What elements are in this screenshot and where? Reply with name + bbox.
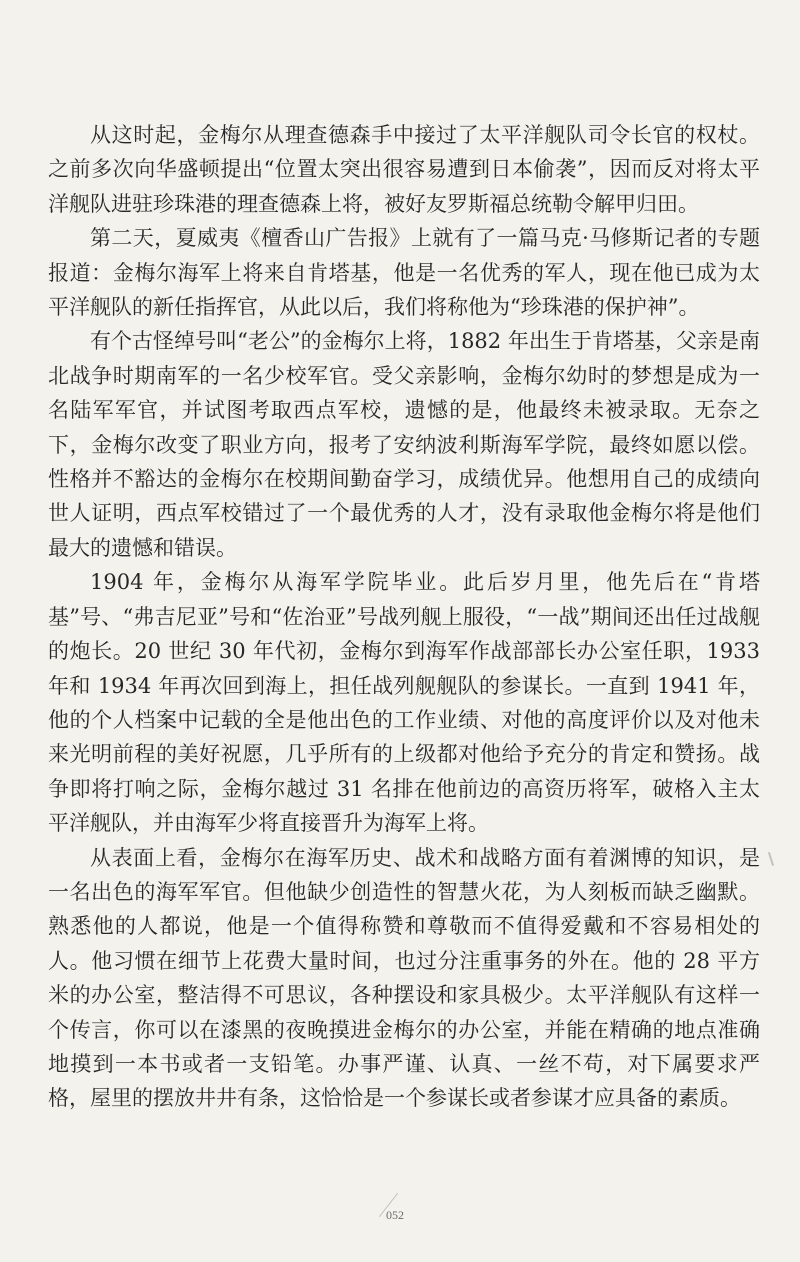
body-text: [48, 118, 760, 1116]
paragraph-1: 从这时起，金梅尔从理查德森手中接过了太平洋舰队司令长官的权杖。之前多次向华盛顿提出“位置太突出很容易遭到日本偷袭”，因而反对将太平洋舰队进驻珍珠港的理查德森上将，被好友罗斯福总统勒令解甲归田。: [48, 123, 760, 216]
paragraph-3: 有个古怪绰号叫“老公”的金梅尔上将，1882 年出生于肯塔基，父亲是南北战争时期南军的一名少校军官。受父亲影响，金梅尔幼时的梦想是成为一名陆军军官，并试图考取西点军校，遗憾的是，他最终未被录取。无奈之下，金梅尔改变了职业方向，报考了安纳波利斯海军学院，最终如愿以偿。性格并不豁达的金梅尔在校期间勤奋学习，成绩优异。他想用自己的成绩向世人证明，西点军校错过了一个最优秀的人才，没有录取他金梅尔将是他们最大的遗憾和错误。: [48, 329, 760, 560]
scan-mark-tick: [768, 852, 774, 866]
paragraph-5: 从表面上看，金梅尔在海军历史、战术和战略方面有着渊博的知识，是一名出色的海军军官。但他缺少创造性的智慧火花，为人刻板而缺乏幽默。熟悉他的人都说，他是一个值得称赞和尊敬而不值得爱戴和不容易相处的人。他习惯在细节上花费大量时间，也过分注重事务的外在。他的 28 平方米的办公室，整洁得不可思议，各种摆设和家具极少。太平洋舰队有这样一个传言，你可以在漆黑的夜晚摸进金梅尔的办公室，并能在精确的地点准确地摸到一本书或者一支铅笔。办事严谨、认真、一丝不苟，对下属要求严格，屋里的摆放井井有条，这恰恰是一个参谋长或者参谋才应具备的素质。: [48, 845, 760, 1111]
paragraph-4: 1904 年，金梅尔从海军学院毕业。此后岁月里，他先后在“肯塔基”号、“弗吉尼亚”号和“佐治亚”号战列舰上服役，“一战”期间还出任过战舰的炮长。20 世纪 30 年代初，金梅尔到海军作战部部长办公室任职，1933 年和 1934 年再次回到海上，担任战列舰舰队的参谋长。一直到 1941 年，他的个人档案中记载的全是他出色的工作业绩、对他的高度评价以及对他未来光明前程的美好祝愿，几乎所有的上级都对他给予充分的肯定和赞扬。战争即将打响之际，金梅尔越过 31 名排在他前边的高资历将军，破格入主太平洋舰队，并由海军少将直接晋升为海军上将。: [48, 570, 760, 836]
page-number: 052: [386, 1208, 404, 1222]
paragraph-2: 第二天，夏威夷《檀香山广告报》上就有了一篇马克·马修斯记者的专题报道：金梅尔海军上将来自肯塔基，他是一名优秀的军人，现在他已成为太平洋舰队的新任指挥官，从此以后，我们将称他为“珍珠港的保护神”。: [48, 226, 760, 320]
